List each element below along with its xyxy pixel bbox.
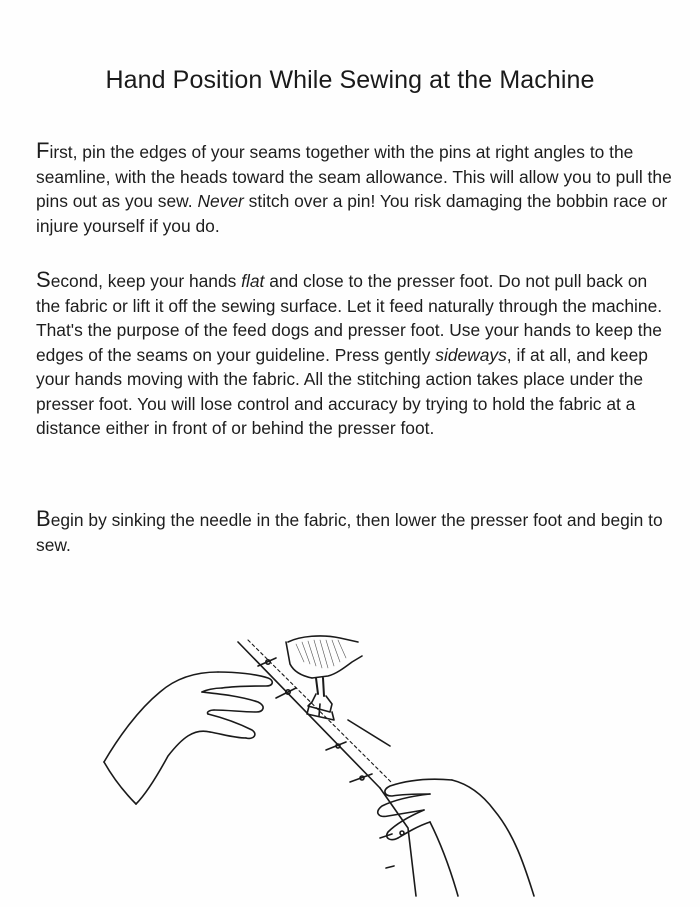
text-segment: stitch over a pin! You risk damaging the bobbin race or injure yourself if you do.: [36, 191, 668, 236]
text-segment: and close to the presser foot. Do not pull back on the fabric or lift it off the sewing surface. Let it feed naturally through the machine. That's the purpose of the feed dogs and presser foot. Use your hands to keep the edges of the seams on your guideline. Press gently: [36, 271, 663, 365]
emphasis-text: flat: [241, 271, 265, 291]
text-segment: , if at all, and keep your hands moving with the fabric. All the stitching action takes place under the presser foot. You will lose control and accuracy by trying to hold the fabric at a distance either in front of or behind the presser foot.: [36, 344, 648, 438]
left-hand-icon: [104, 672, 272, 804]
text-segment: egin by sinking the needle in the fabric, then lower the presser foot and begin to sew.: [36, 510, 663, 555]
page-title: Hand Position While Sewing at the Machine: [105, 66, 595, 94]
pin-icon: [258, 658, 404, 868]
drop-initial: S: [36, 267, 51, 292]
paragraph-begin: [36, 508, 672, 557]
drop-initial: F: [36, 138, 50, 163]
emphasis-text: sideways: [435, 344, 507, 365]
sewing-hands-illustration: [90, 628, 550, 898]
text-segment: econd, keep your hands: [50, 271, 242, 291]
right-hand-icon: [378, 779, 534, 896]
paragraph-hand-position: [36, 269, 672, 441]
fabric-edge-icon: [238, 640, 416, 896]
emphasis-text: Never: [197, 191, 244, 211]
drop-initial: B: [36, 506, 51, 531]
paragraph-pinning: [36, 140, 672, 238]
text-segment: irst, pin the edges of your seams together with the pins at right angles to the seamline, with the heads toward the seam allowance. This will allow you to pull the pins out as you sew.: [36, 142, 672, 211]
sewing-machine-icon: [286, 636, 362, 720]
